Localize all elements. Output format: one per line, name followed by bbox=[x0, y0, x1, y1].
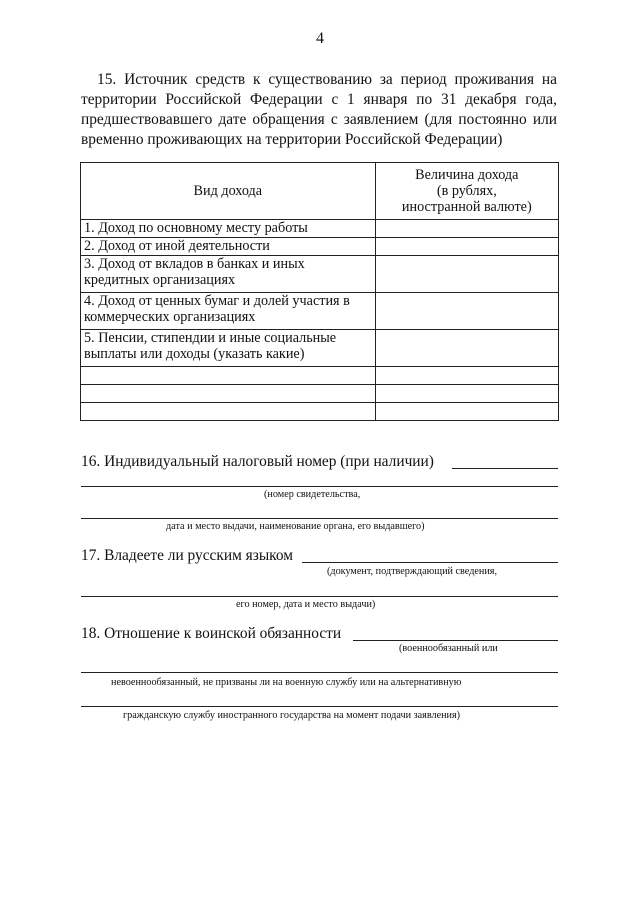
income-amount-cell[interactable] bbox=[375, 330, 558, 367]
table-row-empty bbox=[81, 367, 559, 385]
income-table bbox=[80, 162, 559, 421]
russian-language-details-line[interactable] bbox=[81, 596, 558, 597]
income-amount-cell-empty[interactable] bbox=[375, 403, 558, 421]
table-row bbox=[81, 238, 559, 256]
header-amount-line2: (в рублях, bbox=[436, 183, 497, 199]
section-18-caption-1: (военнообязанный или bbox=[399, 643, 498, 654]
income-type-cell-empty[interactable] bbox=[81, 385, 376, 403]
income-type-cell: 5. Пенсии, стипендии и иные социальные выплаты или доходы (указать какие) bbox=[81, 330, 376, 367]
income-amount-cell-empty[interactable] bbox=[375, 385, 558, 403]
table-row-empty bbox=[81, 385, 559, 403]
table-row bbox=[81, 330, 559, 367]
military-status-details-line-1[interactable] bbox=[81, 672, 558, 673]
table-row bbox=[81, 256, 559, 293]
section-16-caption-2: дата и место выдачи, наименование органа, его выдавшего) bbox=[166, 521, 425, 532]
table-row bbox=[81, 293, 559, 330]
income-type-cell-empty[interactable] bbox=[81, 367, 376, 385]
inn-details-line-1[interactable] bbox=[81, 486, 558, 487]
military-status-details-line-2[interactable] bbox=[81, 706, 558, 707]
income-type-cell-empty[interactable] bbox=[81, 403, 376, 421]
section-18-caption-3: гражданскую службу иностранного государства на момент подачи заявления) bbox=[123, 710, 461, 721]
income-amount-cell[interactable] bbox=[375, 256, 558, 293]
header-income-type: Вид дохода bbox=[81, 163, 376, 220]
russian-language-input-line[interactable] bbox=[302, 562, 558, 563]
table-row bbox=[81, 220, 559, 238]
header-amount-line1: Величина дохода bbox=[415, 167, 519, 183]
inn-details-line-2[interactable] bbox=[81, 518, 558, 519]
table-header-row bbox=[81, 163, 559, 220]
income-type-cell: 3. Доход от вкладов в банках и иных кредитных организациях bbox=[81, 256, 376, 293]
header-income-amount bbox=[375, 163, 558, 220]
section-16-caption-1: (номер свидетельства, bbox=[264, 489, 361, 500]
inn-input-line[interactable] bbox=[452, 468, 558, 469]
income-amount-cell-empty[interactable] bbox=[375, 367, 558, 385]
section-17-caption-1: (документ, подтверждающий сведения, bbox=[327, 566, 498, 577]
section-17-label: 17. Владеете ли русским языком bbox=[81, 547, 294, 564]
income-amount-cell[interactable] bbox=[375, 293, 558, 330]
income-amount-cell[interactable] bbox=[375, 238, 558, 256]
header-amount-line3: иностранной валюте) bbox=[401, 199, 532, 215]
section-18-caption-2: невоеннообязанный, не призваны ли на военную службу или на альтернативную bbox=[111, 677, 462, 688]
income-type-cell: 4. Доход от ценных бумаг и долей участия в коммерческих организациях bbox=[81, 293, 376, 330]
section-16-label: 16. Индивидуальный налоговый номер (при наличии) bbox=[81, 453, 434, 470]
section-18-label: 18. Отношение к воинской обязанности bbox=[81, 625, 342, 642]
page-number: 4 bbox=[316, 30, 324, 47]
section-15-text: 15. Источник средств к существованию за период проживания на территории Российской Федерации с 1 января по 31 декабря года, предшествовавшего дате обращения с заявлением (для постоянно или временно проживающих на территории Российской Федерации) bbox=[81, 71, 557, 148]
military-status-input-line[interactable] bbox=[353, 640, 558, 641]
income-type-cell: 2. Доход от иной деятельности bbox=[81, 238, 376, 256]
income-type-cell: 1. Доход по основному месту работы bbox=[81, 220, 376, 238]
table-row-empty bbox=[81, 403, 559, 421]
section-17-caption-2: его номер, дата и место выдачи) bbox=[236, 599, 376, 610]
income-amount-cell[interactable] bbox=[375, 220, 558, 238]
